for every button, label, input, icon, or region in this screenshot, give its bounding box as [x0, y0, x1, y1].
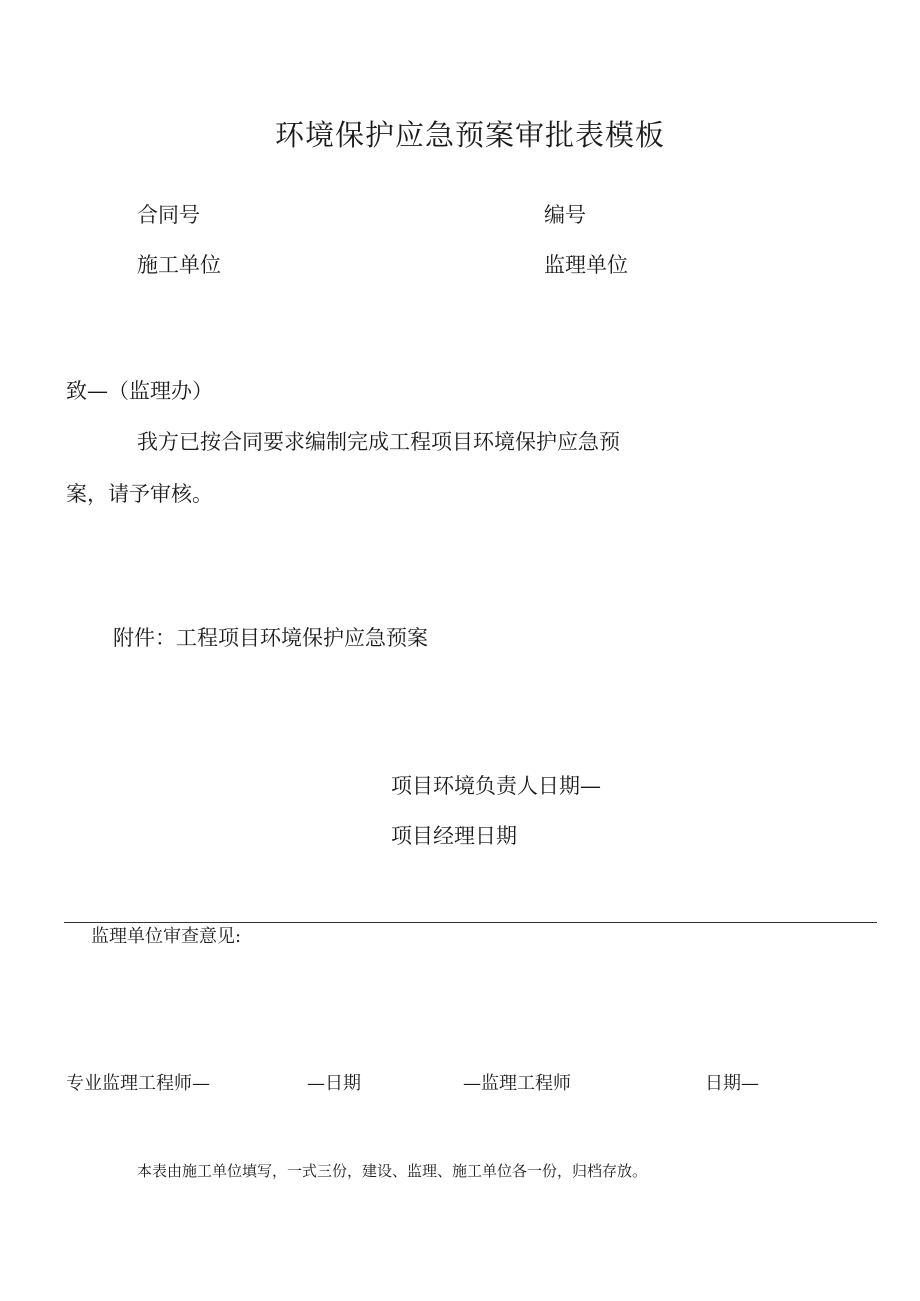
footnote: 本表由施工单位填写，一式三份，建设、监理、施工单位各一份，归档存放。: [137, 1162, 648, 1180]
attachment-line: 附件：工程项目环境保护应急预案: [113, 626, 428, 650]
letter-recipient: 致—（监理办）: [66, 379, 213, 403]
review-opinion-label: 监理单位审查意见:: [91, 926, 242, 947]
letter-body-line2: 案，请予审核。: [66, 482, 213, 506]
letter-body-line1: 我方已按合同要求编制完成工程项目环境保护应急预: [137, 430, 620, 454]
supervising-engineer-label: —监理工程师: [463, 1073, 571, 1094]
specialist-engineer-label: 专业监理工程师—: [66, 1073, 210, 1094]
contract-no-label: 合同号: [137, 203, 200, 227]
env-manager-date-line: 项目环境负责人日期—: [391, 774, 601, 798]
project-manager-date-line: 项目经理日期: [391, 824, 517, 848]
date-label-2: 日期—: [705, 1073, 759, 1094]
document-title: 环境保护应急预案审批表模板: [274, 118, 665, 152]
construction-unit-label: 施工单位: [137, 253, 221, 277]
date-label-1: —日期: [307, 1073, 361, 1094]
number-label: 编号: [544, 203, 586, 227]
supervision-unit-label: 监理单位: [544, 253, 628, 277]
section-divider: [64, 922, 877, 923]
